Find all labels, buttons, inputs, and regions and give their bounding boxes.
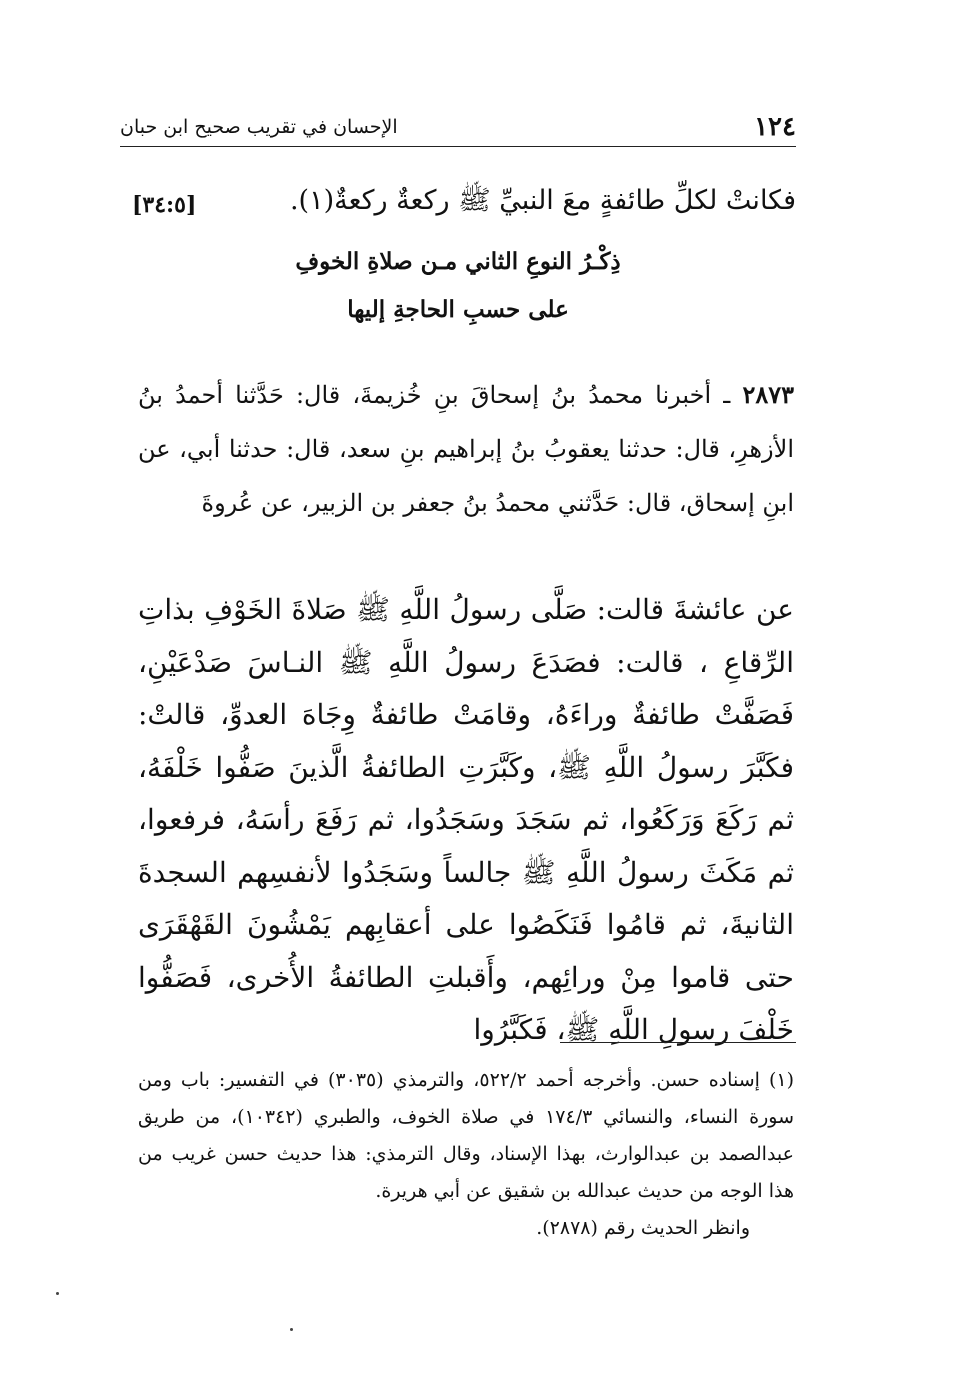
verse-reference: [٣٤:٥]: [132, 192, 197, 218]
footnotes: [138, 1062, 794, 1247]
footnote-separator: [560, 1042, 796, 1043]
page-number: ١٢٤: [754, 112, 796, 142]
scan-speck: [290, 1328, 293, 1331]
footnote-cross-reference: وانظر الحديث رقم (٢٨٧٨).: [536, 1217, 750, 1239]
hadith-number: ٢٨٧٣: [742, 380, 794, 409]
section-heading-line2: على حسبِ الحاجةِ إليها: [347, 296, 569, 323]
opening-line: [132, 178, 796, 228]
hadith-isnad-text: ـ أخبرنا محمدُ بنُ إسحاقَ بنِ خُزيمةَ، قال: حَدَّثنا أحمدُ بنُ الأزهرِ، قال: حدثنا يعقوبُ بنُ إبراهيم بنِ سعد، قال: حدثنا أبي، عن ابنِ إسحاق، قال: حَدَّثني محمدُ بنُ جعفر بن الزبير، عن عُروةَ: [138, 381, 794, 517]
hadith-isnad-paragraph: [138, 368, 794, 530]
running-header: [120, 112, 796, 147]
hadith-matn-paragraph: عن عائشةَ قالت: صَلَّى رسولُ اللَّهِ ﷺ صَلاةَ الخَوْفِ بذاتِ الرِّقاعِ ، قالت: فصَدَعَ رسولُ اللَّهِ ﷺ النـاسَ صَدْعَيْنِ، فَصَفَّتْ طائفةٌ وراءَهُ، وقامَتْ طائفةٌ وِجَاهَ العدوِّ، قالتْ: فكَبَّرَ رسولُ اللَّهِ ﷺ، وكَبَّرَتِ الطائفةُ الَّذينَ صَفُّوا خَلْفَهُ، ثم رَكَعَ وَرَكَعُوا، ثم سَجَدَ وسَجَدُوا، ثم رَفَعَ رأسَهُ، فرفعوا، ثم مَكَثَ رسولُ اللَّهِ ﷺ جالساً وسَجَدُوا لأنفسِهم السجدةَ الثانيةَ، ثم قامُوا فَنَكَصُوا على أعقابِهم يَمْشُونَ القَهْقَرَى حتى قاموا مِنْ ورائِهم، وأَقبلتِ الطائفةُ الأُخرى، فَصَفُّوا خَلْفَ رسولِ اللَّهِ ﷺ، فَكَبَّرُوا: [138, 593, 794, 1046]
scan-speck: [56, 1292, 59, 1295]
section-heading-line1: ذِكْـرُ النوعِ الثاني مـن صلاةِ الخوفِ: [295, 248, 621, 275]
opening-line-text: فكانتْ لكلِّ طائفةٍ معَ النبيِّ ﷺ ركعةٌ ركعةٌ(١).: [289, 185, 796, 216]
book-title: الإحسان في تقريب صحيح ابن حبان: [120, 116, 398, 138]
footnote-1: (١) إسناده حسن. وأخرجه أحمد ٥٢٢/٢، والترمذي (٣٠٣٥) في التفسير: باب ومن سورة النساء، والنسائي ١٧٤/٣ في صلاة الخوف، والطبري (١٠٣٤٢)، من طريق عبدالصمد بن عبدالوارث، بهذا الإسناد، وقال الترمذي: هذا حديث حسن غريب من هذا الوجه من حديث عبدالله بن شقيق عن أبي هريرة.: [138, 1069, 795, 1202]
